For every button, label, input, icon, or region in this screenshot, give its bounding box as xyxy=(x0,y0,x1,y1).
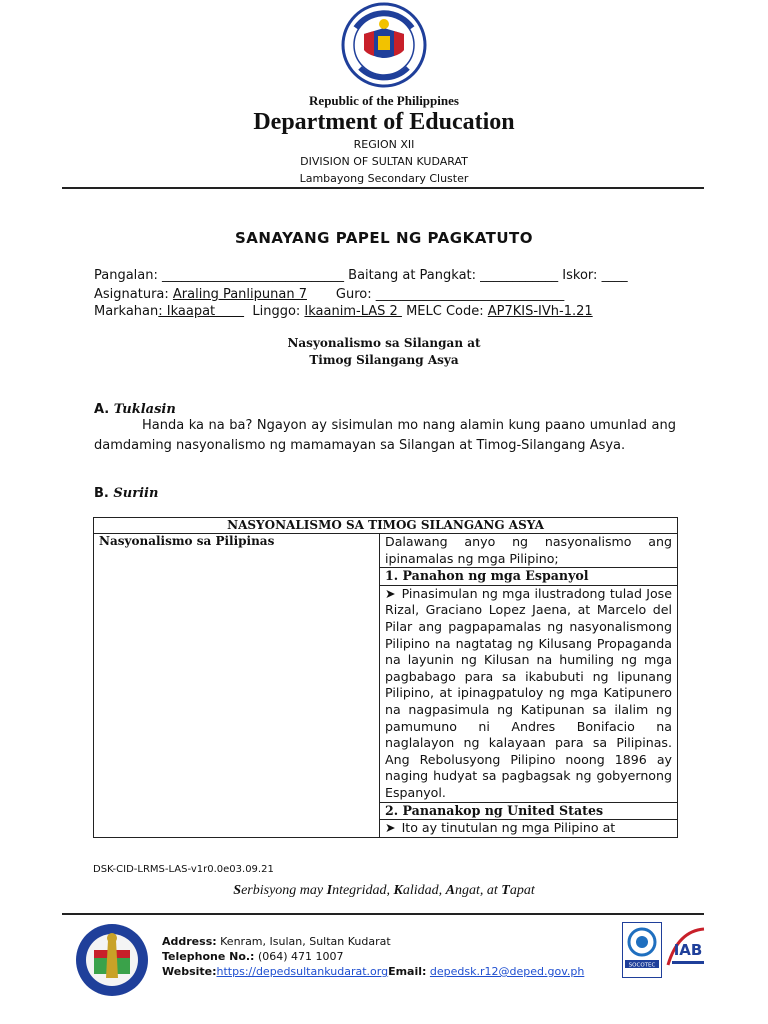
deped-seal-logo xyxy=(334,2,434,88)
phone-label: Telephone No.: xyxy=(162,950,255,963)
section-a-paragraph: Handa ka na ba? Ngayon ay sisimulan mo nang alamin kung paano umunlad ang damdaming nasyonalismo ng mamamayan sa Silangan at Timog-Silangang Asya. xyxy=(94,418,676,453)
region-line: REGION XII xyxy=(353,138,415,151)
motto-part: ntegridad, xyxy=(332,883,394,898)
division-line: DIVISION OF SULTAN KUDARAT xyxy=(300,155,468,168)
iab-accreditation-logo xyxy=(664,925,710,975)
motto-part: T xyxy=(501,883,510,898)
item1-body xyxy=(380,585,677,802)
week-value: Ikaanim-LAS 2 xyxy=(304,304,402,319)
address-label: Address: xyxy=(162,935,217,948)
motto-part: I xyxy=(326,883,333,898)
website-label: Website: xyxy=(162,965,217,978)
arrow-bullet-icon: ➤ xyxy=(385,585,396,601)
email-label: Email: xyxy=(388,965,427,978)
web-line xyxy=(162,964,584,979)
melc-value: AP7KIS-IVh-1.21 xyxy=(487,304,593,319)
subject-value: Araling Panlipunan 7 xyxy=(172,287,307,302)
motto-part: S xyxy=(233,883,242,898)
item1-title: 1. Panahon ng mga Espanyol xyxy=(385,568,589,584)
motto-part: A xyxy=(445,883,455,898)
address-value: Kenram, Isulan, Sultan Kudarat xyxy=(216,935,391,948)
item1-title-row xyxy=(380,567,677,585)
section-b-heading xyxy=(94,486,158,501)
info-row-quarter xyxy=(94,304,593,319)
item2-title: 2. Pananakop ng United States xyxy=(385,802,604,818)
section-b-title: Suriin xyxy=(113,486,159,501)
grade-label: Baitang at Pangkat: xyxy=(348,268,477,283)
score-blank[interactable]: ____ xyxy=(601,268,628,283)
topic-line-2: Timog Silangang Asya xyxy=(309,353,459,367)
table-right-cell xyxy=(380,534,678,838)
table-intro: Dalawang anyo ng nasyonalismo ang ipinamalas ng mga Pilipino; xyxy=(385,534,672,566)
nationalism-table xyxy=(93,517,678,838)
topic-line-1: Nasyonalismo sa Silangan at xyxy=(287,336,481,350)
address-line xyxy=(162,934,584,949)
phone-line xyxy=(162,949,584,964)
info-row-name xyxy=(94,268,628,283)
email-link[interactable]: depedsk.r12@deped.gov.ph xyxy=(429,965,585,978)
quarter-label: Markahan xyxy=(94,304,159,319)
grade-blank[interactable]: ____________ xyxy=(480,268,559,283)
motto-part: erbisyong may xyxy=(241,883,327,898)
subject-label: Asignatura: xyxy=(94,287,169,302)
iab-label: IAB xyxy=(673,941,703,959)
socotec-label: SOCOTEC xyxy=(628,962,656,969)
document-code: DSK-CID-LRMS-LAS-v1r0.0e03.09.21 xyxy=(93,864,274,875)
section-a-letter: A. xyxy=(94,402,110,417)
name-label: Pangalan: xyxy=(94,268,158,283)
arrow-bullet-icon: ➤ xyxy=(385,820,396,836)
teacher-blank[interactable]: _____________________________ xyxy=(375,287,565,302)
document-title: SANAYANG PAPEL NG PAGKATUTO xyxy=(234,229,534,247)
info-row-subject xyxy=(94,287,564,302)
quarter-value: : Ikaapat xyxy=(158,304,245,319)
melc-label: MELC Code: xyxy=(406,304,484,319)
republic-line: Republic of the Philippines xyxy=(309,93,459,108)
website-link[interactable]: https://depedsultankudarat.org xyxy=(216,965,389,978)
cluster-line: Lambayong Secondary Cluster xyxy=(299,172,469,185)
section-a-title: Tuklasin xyxy=(113,402,176,417)
contact-block xyxy=(162,934,584,979)
teacher-label: Guro: xyxy=(335,287,372,302)
item2-title-row xyxy=(380,802,677,820)
department-title: Department of Education xyxy=(253,109,515,135)
score-label: Iskor: xyxy=(562,268,598,283)
footer-divider xyxy=(62,913,704,915)
item2-body xyxy=(380,819,677,837)
section-a-heading xyxy=(94,402,176,417)
motto-part: alidad, xyxy=(402,883,446,898)
table-left-cell: Nasyonalismo sa Pilipinas xyxy=(94,534,380,838)
motto-part: K xyxy=(393,883,403,898)
item2-text: Ito ay tinutulan ng mga Pilipino at xyxy=(401,820,616,836)
name-blank[interactable]: ____________________________ xyxy=(162,268,345,283)
table-header: NASYONALISMO SA TIMOG SILANGANG ASYA xyxy=(94,518,678,534)
motto xyxy=(0,883,768,899)
week-label: Linggo: xyxy=(252,304,301,319)
motto-part: apat xyxy=(509,883,535,898)
division-logo xyxy=(74,922,150,998)
section-b-letter: B. xyxy=(94,486,109,501)
phone-value: (064) 471 1007 xyxy=(254,950,344,963)
motto-part: ngat, at xyxy=(454,883,502,898)
socotec-certification-logo xyxy=(622,922,662,978)
item1-text: Pinasimulan ng mga ilustradong tulad Jose Rizal, Graciano Lopez Jaena, at Marcelo del Pilar ang pagpapamalas ng nasyonalismong Pilipino na nagtatag ng Kilusang Propaganda na layunin ng Kilusan na humiling ng mga pagbabago para sa ikabubuti ng lipunang Pilipino, at ipinagpatuloy ng mga Katipunero na nagpasimula ng Katipunan sa ilalim ng pamumuno ni Andres Bonifacio na naglalayon ng kalayaan para sa Pilipinas. Ang Rebolusyong Pilipino noong 1896 ay naging hudyat sa pagbagsak ng gobyernong Espanyol. xyxy=(385,585,672,800)
header-divider xyxy=(62,187,704,189)
